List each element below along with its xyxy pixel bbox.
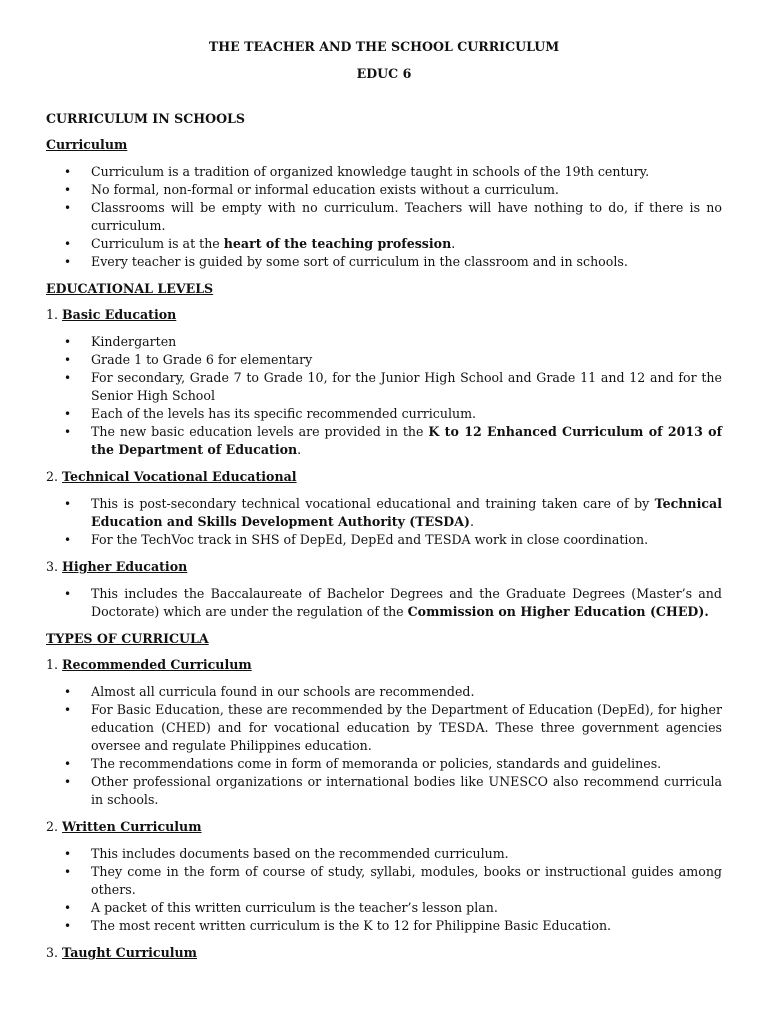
- list-item: • For the TechVoc track in SHS of DepEd, DepEd and TESDA work in close coordination.: [46, 531, 722, 549]
- list-item: • Curriculum is at the heart of the teaching profession.: [46, 235, 722, 253]
- document-title: THE TEACHER AND THE SCHOOL CURRICULUM: [208, 39, 560, 54]
- subheading-curriculum: Curriculum: [46, 137, 128, 152]
- list-item: • The most recent written curriculum is the K to 12 for Philippine Basic Education.: [46, 917, 722, 935]
- list-item: • The recommendations come in form of memoranda or policies, standards and guidelines.: [46, 755, 722, 773]
- section-heading-educational-levels: EDUCATIONAL LEVELS: [46, 281, 214, 296]
- basic-education-list: [46, 333, 722, 459]
- list-item: • Grade 1 to Grade 6 for elementary: [46, 351, 722, 369]
- subheading-basic-education: 1. Basic Education: [46, 307, 177, 322]
- higher-education-list: [46, 585, 722, 621]
- techvoc-list: [46, 495, 722, 549]
- curriculum-list: [46, 163, 722, 271]
- list-item: • The new basic education levels are provided in the K to 12 Enhanced Curriculum of 2013 of the Department of Education.: [46, 423, 722, 459]
- list-item: • This includes the Baccalaureate of Bachelor Degrees and the Graduate Degrees (Master’s and Doctorate) which are under the regulation of the Commission on Higher Education (CHED).: [46, 585, 722, 621]
- subheading-recommended-curriculum: 1. Recommended Curriculum: [46, 657, 252, 672]
- list-item: • A packet of this written curriculum is the teacher’s lesson plan.: [46, 899, 722, 917]
- list-item: • This is post-secondary technical vocational educational and training taken care of by Technical Education and Skills Development Authority (TESDA).: [46, 495, 722, 531]
- subheading-taught-curriculum: 3. Taught Curriculum: [46, 945, 198, 960]
- document-page: [46, 38, 722, 962]
- written-curriculum-list: [46, 845, 722, 935]
- list-item: • Classrooms will be empty with no curriculum. Teachers will have nothing to do, if there is no curriculum.: [46, 199, 722, 235]
- list-item: • For Basic Education, these are recommended by the Department of Education (DepEd), for higher education (CHED) and for vocational education by TESDA. These three government agencies oversee and regulate Philippines education.: [46, 701, 722, 755]
- list-item: • Each of the levels has its specific recommended curriculum.: [46, 405, 722, 423]
- section-heading-types-of-curricula: TYPES OF CURRICULA: [46, 631, 209, 646]
- list-item: • Curriculum is a tradition of organized knowledge taught in schools of the 19th century.: [46, 163, 722, 181]
- list-item: • No formal, non-formal or informal education exists without a curriculum.: [46, 181, 722, 199]
- list-item: • For secondary, Grade 7 to Grade 10, for the Junior High School and Grade 11 and 12 and for the Senior High School: [46, 369, 722, 405]
- list-item: • Other professional organizations or international bodies like UNESCO also recommend curricula in schools.: [46, 773, 722, 809]
- list-item: • This includes documents based on the recommended curriculum.: [46, 845, 722, 863]
- section-heading-curriculum-in-schools: CURRICULUM IN SCHOOLS: [46, 111, 246, 126]
- course-code: EDUC 6: [356, 66, 412, 81]
- recommended-curriculum-list: [46, 683, 722, 809]
- list-item: • They come in the form of course of study, syllabi, modules, books or instructional guides among others.: [46, 863, 722, 899]
- list-item: • Almost all curricula found in our schools are recommended.: [46, 683, 722, 701]
- subheading-techvoc: 2. Technical Vocational Educational: [46, 469, 297, 484]
- list-item: • Kindergarten: [46, 333, 722, 351]
- subheading-higher-education: 3. Higher Education: [46, 559, 188, 574]
- list-item: • Every teacher is guided by some sort of curriculum in the classroom and in schools.: [46, 253, 722, 271]
- subheading-written-curriculum: 2. Written Curriculum: [46, 819, 202, 834]
